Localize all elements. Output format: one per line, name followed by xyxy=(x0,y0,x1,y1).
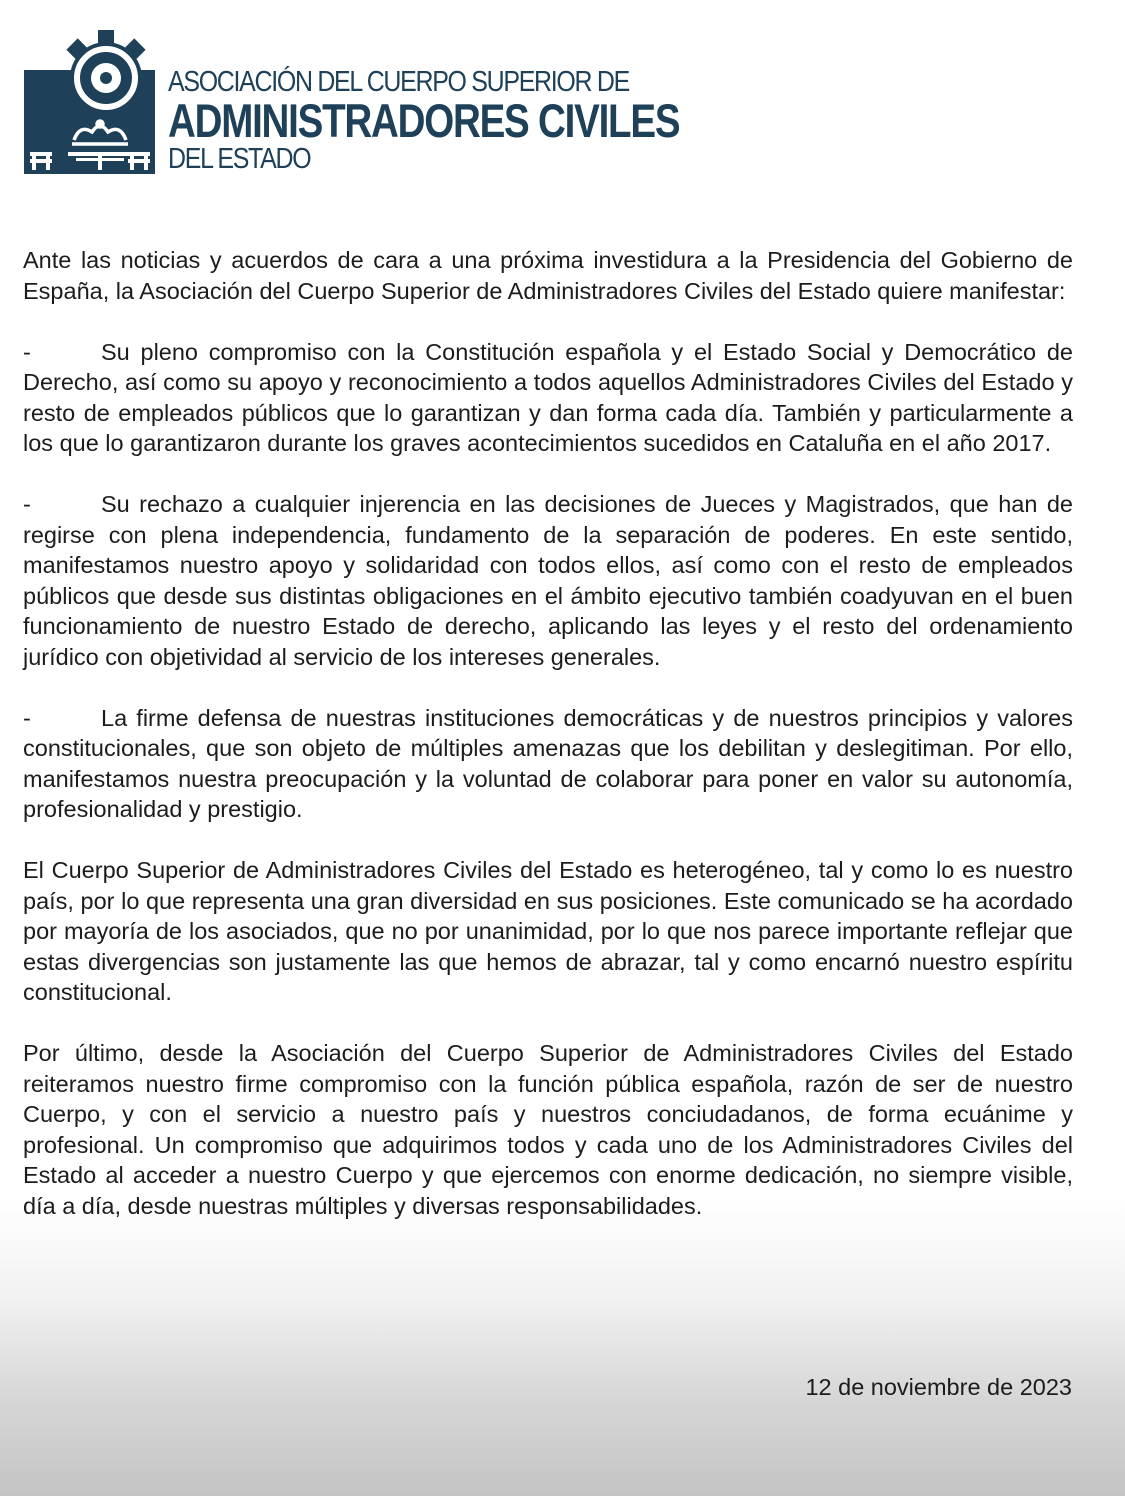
bullet-item xyxy=(23,489,1073,672)
bullet-item xyxy=(23,337,1073,459)
closing-paragraph: Por último, desde la Asociación del Cuerpo Superior de Administradores Civiles del Estado reiteramos nuestro firme compromiso con la función pública española, razón de ser de nuestro Cuerpo, y con el servicio a nuestro país y nuestros conciudadanos, de forma ecuánime y profesional. Un compromiso que adquirimos todos y cada uno de los Administradores Civiles del Estado al acceder a nuestro Cuerpo y que ejercemos con enorme dedicación, no siempre visible, día a día, desde nuestras múltiples y diversas responsabilidades. xyxy=(23,1040,1073,1219)
org-name-line1: ASOCIACIÓN DEL CUERPO SUPERIOR DE xyxy=(168,66,629,98)
organization-name xyxy=(168,66,792,174)
bullet-marker: - xyxy=(23,491,31,517)
bullet-text: La firme defensa de nuestras instituciones democráticas y de nuestros principios y valores constitucionales, que son objeto de múltiples amenazas que los debilitan y deslegitiman. Por ello, manifestamos nuestra preocupación y la voluntad de colaborar para poner en valor su autonomía, profesionalidad y prestigio. xyxy=(23,704,1073,822)
bullet-text: Su rechazo a cualquier injerencia en las decisiones de Jueces y Magistrados, que han de regirse con plena independencia, fundamento de la separación de poderes. En este sentido, manifestamos nuestro apoyo y solidaridad con todos ellos, así como con el resto de empleados públicos que desde sus distintas obligaciones en el ámbito ejecutivo también coadyuvan en el buen funcionamiento de nuestro Estado de derecho, aplicando las leyes y el resto del ordenamiento jurídico con objetividad al servicio de los intereses generales. xyxy=(23,491,1073,670)
bullet-item xyxy=(23,703,1073,825)
bullet-marker: - xyxy=(23,338,31,365)
org-name-line2: ADMINISTRADORES CIVILES xyxy=(168,94,680,147)
gear-crown-emblem-icon xyxy=(22,28,162,178)
org-name-line3: DEL ESTADO xyxy=(168,143,311,175)
statement-body xyxy=(23,245,1073,1252)
letterhead xyxy=(22,28,722,178)
intro-paragraph: Ante las noticias y acuerdos de cara a una próxima investidura a la Presidencia del Gobierno de España, la Asociación del Cuerpo Superior de Administradores Civiles del Estado quiere manifestar: xyxy=(23,247,1073,304)
diversity-paragraph: El Cuerpo Superior de Administradores Civiles del Estado es heterogéneo, tal y como lo es nuestro país, por lo que representa una gran diversidad en sus posiciones. Este comunicado se ha acordado por mayoría de los asociados, que no por unanimidad, por lo que nos parece importante reflejar que estas divergencias son justamente las que hemos de abrazar, tal y como encarnó nuestro espíritu constitucional. xyxy=(23,857,1073,1005)
statement-date: 12 de noviembre de 2023 xyxy=(805,1374,1072,1400)
bullet-text: Su pleno compromiso con la Constitución española y el Estado Social y Democrático de Derecho, así como su apoyo y reconocimiento a todos aquellos Administradores Civiles del Estado y resto de empleados públicos que lo garantizan y dan forma cada día. También y particularmente a los que lo garantizaron durante los graves acontecimientos sucedidos en Cataluña en el año 2017. xyxy=(23,338,1073,456)
bullet-marker: - xyxy=(23,704,31,731)
